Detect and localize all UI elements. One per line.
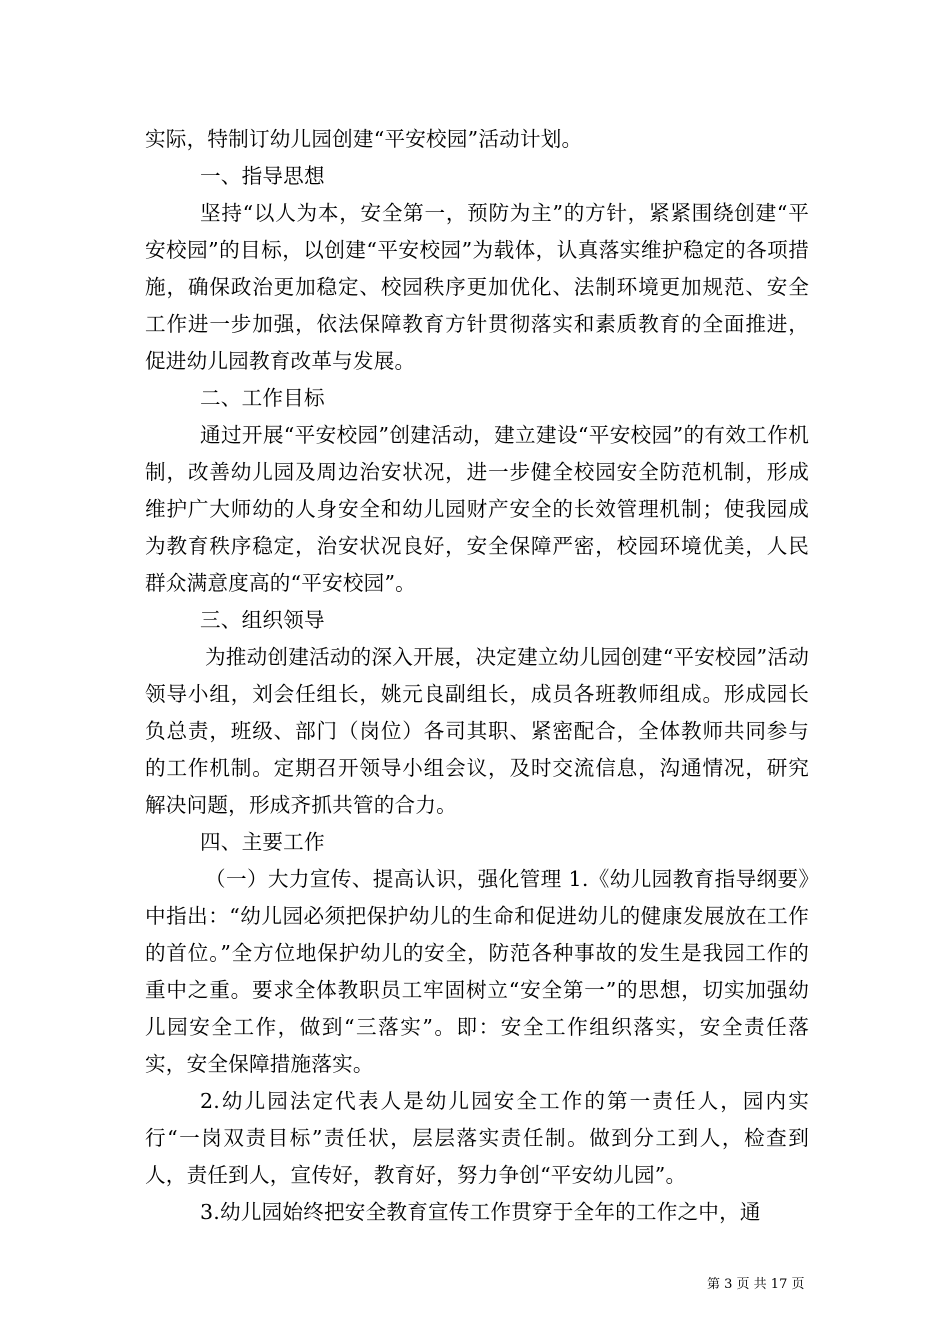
paragraph-work-goals: 通过开展“平安校园”创建活动，建立建设“平安校园”的有效工作机制，改善幼儿园及周边治安状况，进一步健全校园安全防范机制，形成维护广大师幼的人身安全和幼儿园财产安全的长效管理机制；使我园成为教育秩序稳定，治安状况良好，安全保障严密，校园环境优美，人民群众满意度高的“平安校园”。 — [145, 423, 809, 595]
paragraph-organization: 为推动创建活动的深入开展，决定建立幼儿园创建“平安校园”活动领导小组，刘会任组长，姚元良副组长，成员各班教师组成。形成园长负总责，班级、部门（岗位）各司其职、紧密配合，全体教师共同参与的工作机制。定期召开领导小组会议，及时交流信息，沟通情况，研究解决问题，形成齐抓共管的合力。 — [145, 645, 809, 817]
paragraph-main-work-2: 2.幼儿园法定代表人是幼儿园安全工作的第一责任人，园内实行“一岗双责目标”责任状，层层落实责任制。做到分工到人，检查到人，责任到人，宣传好，教育好，努力争创“平安幼儿园”。 — [145, 1089, 809, 1187]
page-number-footer: 第 3 页 共 17 页 — [707, 1277, 805, 1292]
paragraph-main-work-1: （一）大力宣传、提高认识，强化管理 1.《幼儿园教育指导纲要》中指出：“幼儿园必须把保护幼儿的生命和促进幼儿的健康发展放在工作的首位。”全方位地保护幼儿的安全，防范各种事故的发生是我园工作的重中之重。要求全体教职员工牢固树立“安全第一”的思想，切实加强幼儿园安全工作，做到“三落实”。即：安全工作组织落实，安全责任落实，安全保障措施落实。 — [145, 867, 809, 1076]
heading-main-work: 四、主要工作 — [200, 830, 325, 854]
paragraph-intro-end: 实际，特制订幼儿园创建“平安校园”活动计划。 — [145, 127, 583, 151]
paragraph-guiding-ideology: 坚持“以人为本，安全第一，预防为主”的方针，紧紧围绕创建“平安校园”的目标，以创建“平安校园”为载体，认真落实维护稳定的各项措施，确保政治更加稳定、校园秩序更加优化、法制环境更加规范、安全工作进一步加强，依法保障教育方针贯彻落实和素质教育的全面推进，促进幼儿园教育改革与发展。 — [145, 201, 809, 373]
heading-organization: 三、组织领导 — [200, 608, 325, 632]
heading-guiding-ideology: 一、指导思想 — [200, 164, 325, 188]
paragraph-main-work-3: 3.幼儿园始终把安全教育宣传工作贯穿于全年的工作之中，通 — [200, 1200, 761, 1224]
heading-work-goals: 二、工作目标 — [200, 386, 325, 410]
